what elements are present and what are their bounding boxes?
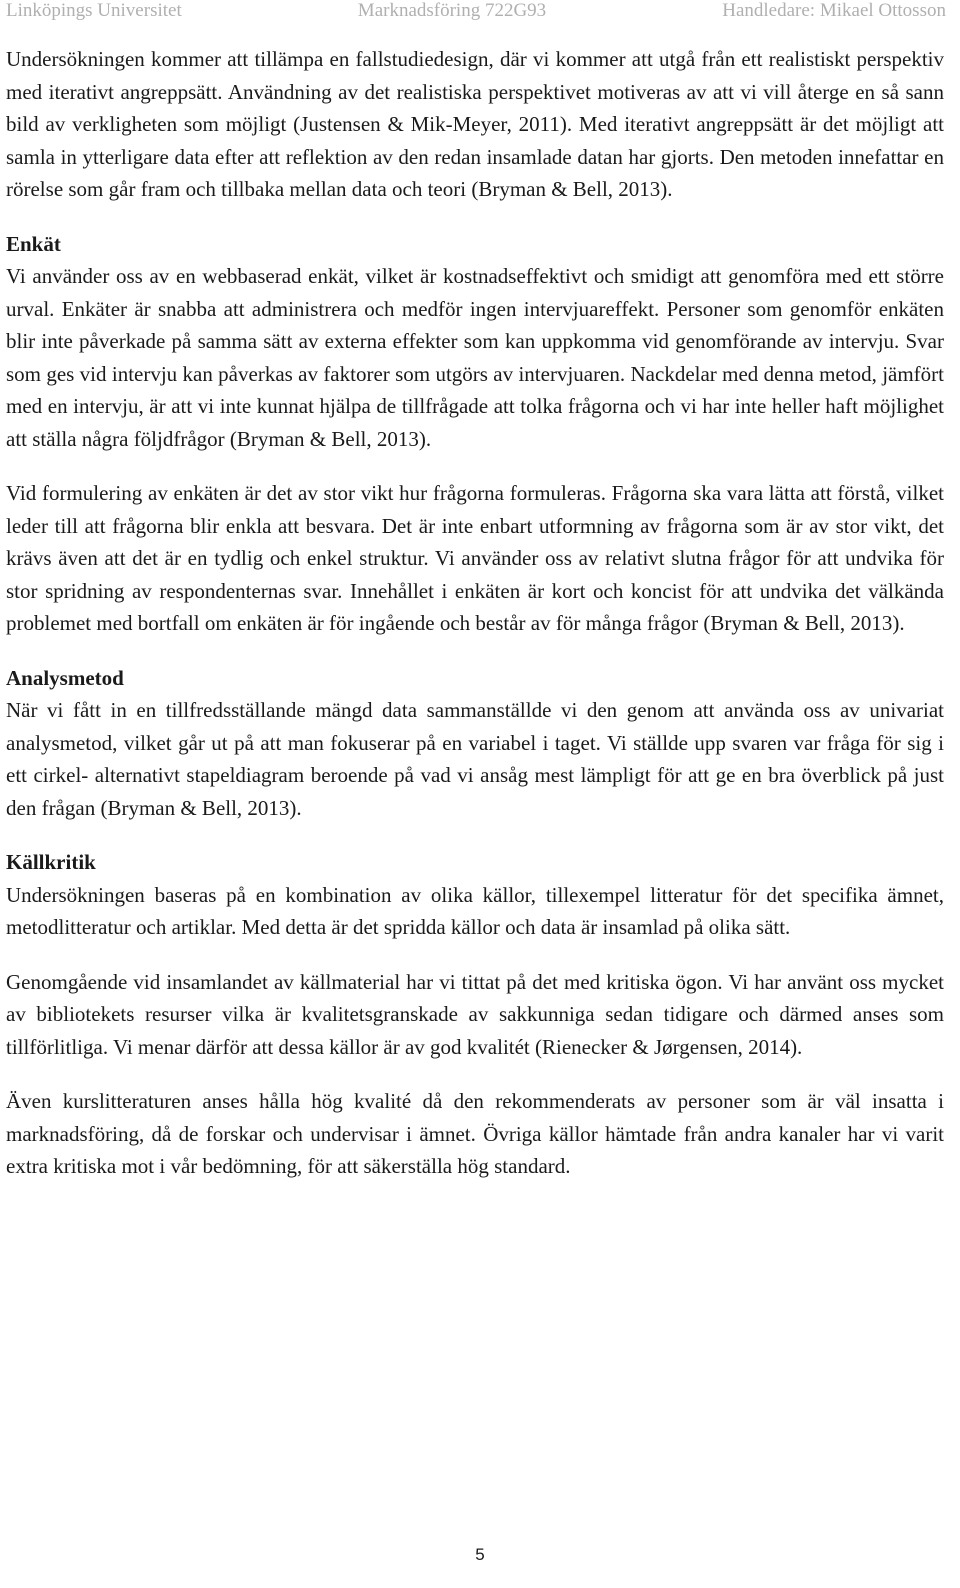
section-heading-analysmetod: Analysmetod <box>6 665 124 690</box>
enkat-paragraph-1: Vi använder oss av en webbaserad enkät, vilket är kostnadseffektivt och smidigt att genomföra med ett större urval. Enkäter är snabba att administrera och medför ingen intervjuareffekt. Personer som genomför enkäten blir inte påverkade på samma sätt av externa effekter som kan uppkomma vid genomförande av intervju. Svar som ges vid intervju kan påverkas av faktorer som utgörs av intervjuaren. Nackdelar med denna metod, jämfört med en intervju, är att vi inte kunnat hjälpa de tillfrågade att tolka frågorna och vi har inte heller haft möjlighet att ställa några följdfrågor (Bryman & Bell, 2013). <box>6 264 944 451</box>
page-number: 5 <box>475 1545 485 1564</box>
kallkritik-paragraph-3: Även kurslitteraturen anses hålla hög kvalité då den rekommenderats av personer som är väl insatta i marknadsföring, då de forskar och undervisar i ämnet. Övriga källor hämtade från andra kanaler har vi varit extra kritiska mot i vår bedömning, för att säkerställa hög standard. <box>6 1089 944 1178</box>
page-content <box>6 43 944 1183</box>
header-course: Marknadsföring 722G93 <box>357 0 547 21</box>
kallkritik-paragraph-1: Undersökningen baseras på en kombination av olika källor, tillexempel litteratur för det specifika ämnet, metodlitteratur och artiklar. Med detta är det spridda källor och data är insamlad på olika sätt. <box>6 882 944 939</box>
section-heading-kallkritik: Källkritik <box>6 850 96 874</box>
intro-paragraph: Undersökningen kommer att tillämpa en fallstudiedesign, där vi kommer att utgå från ett realistiskt perspektiv med iterativt angreppsätt. Användning av det realistiska perspektivet motiveras av att vi vill återge en så sann bild av verkligheten som möjligt (Justensen & Mik-Meyer, 2011). Med iterativt angreppsätt är det möjligt att samla in ytterligare data efter att reflektion av den redan insamlade datan har gjorts. Den metoden innefattar en rörelse som går fram och tillbaka mellan data och teori (Bryman & Bell, 2013). <box>6 47 944 201</box>
enkat-paragraph-2: Vid formulering av enkäten är det av stor vikt hur frågorna formuleras. Frågorna ska vara lätta att förstå, vilket leder till att frågorna blir enkla att besvara. Det är inte enbart utformning av frågorna som är av stor vikt, det krävs även att det är en tydlig och enkel struktur. Vi använder oss av relativt slutna frågor för att undvika för stor spridning av respondenternas svar. Innehållet i enkäten är kort och koncist för att undvika det välkända problemet med bortfall om enkäten är för ingående och består av för många frågor (Bryman & Bell, 2013). <box>6 481 944 635</box>
kallkritik-paragraph-2: Genomgående vid insamlandet av källmaterial har vi tittat på det med kritiska ögon. Vi har använt oss mycket av bibliotekets resurser vilka är kvalitetsgranskade av sakkunniga sedan tidigare och därmed anses som tillförlitliga. Vi menar därför att dessa källor är av god kvalitét (Rienecker & Jørgensen, 2014). <box>6 969 944 1059</box>
header-university: Linköpings Universitet <box>6 0 182 21</box>
analysmetod-paragraph: När vi fått in en tillfredsställande mängd data sammanställde vi den genom att använda oss av univariat analysmetod, vilket går ut på att man fokuserar på en variabel i taget. Vi ställde upp svaren var fråga för sig i ett cirkel- alternativt stapeldiagram beroende på vad vi ansåg mest lämpligt för att ge en bra överblick på just den frågan (Bryman & Bell, 2013). <box>6 698 944 820</box>
header-supervisor: Handledare: Mikael Ottosson <box>722 0 946 21</box>
page-header <box>6 0 946 26</box>
section-heading-enkat: Enkät <box>6 231 61 256</box>
